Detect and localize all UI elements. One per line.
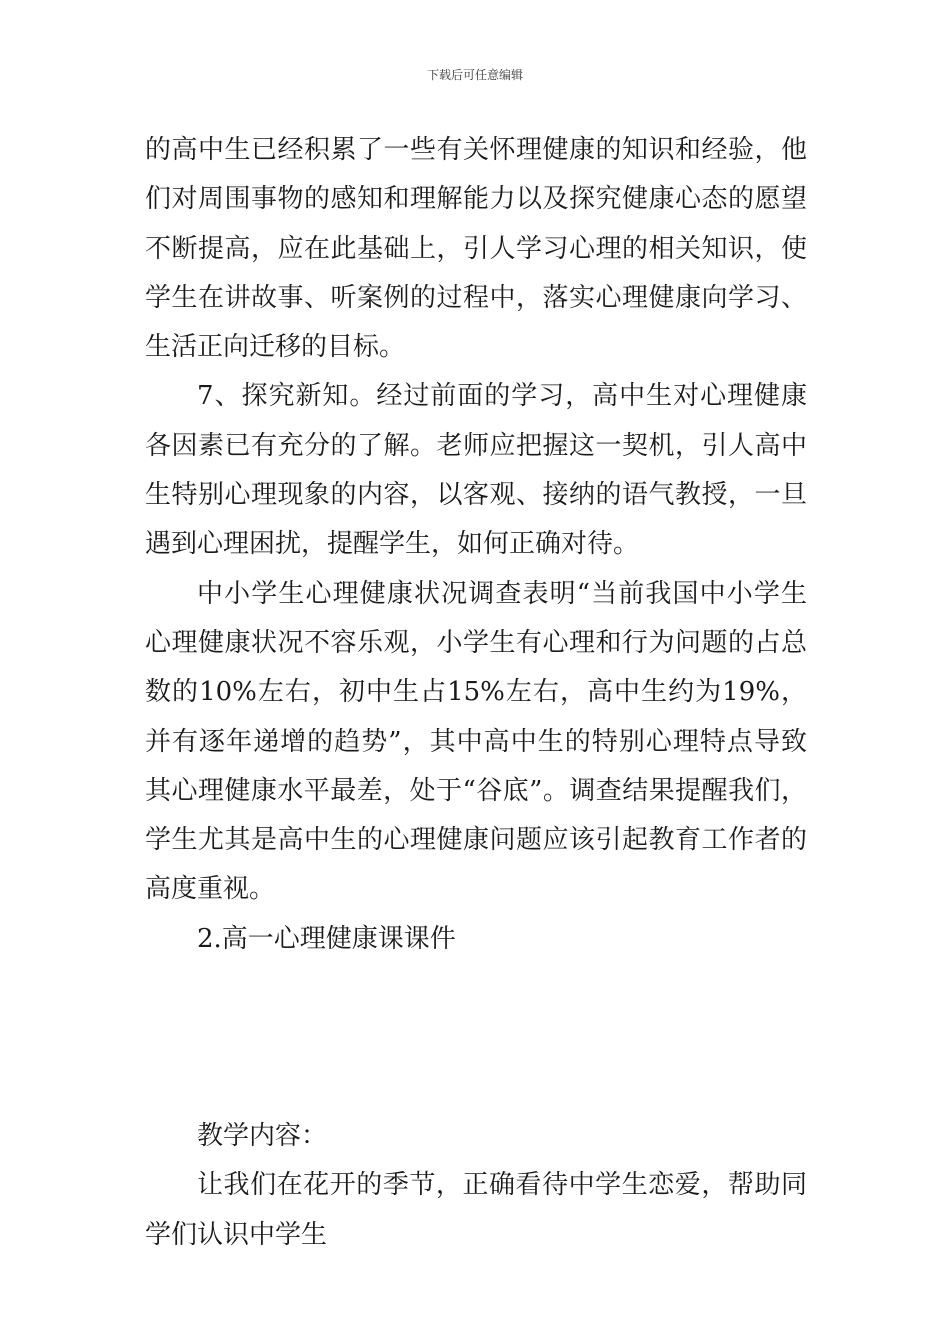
- paragraph-continuation: 的高中生已经积累了一些有关怀理健康的知识和经验，他们对周围事物的感知和理解能力以及探究健康心态的愿望不断提高，应在此基础上，引人学习心理的相关知识，使学生在讲故事、听案例的过程中，落实心理健康向学习、生活正向迁移的目标。: [145, 135, 807, 363]
- page-header-note: 下载后可任意编辑: [426, 68, 523, 82]
- paragraph-survey: 中小学生心理健康状况调查表明“当前我国中小学生心理健康状况不容乐观，小学生有心理和行为问题的占总数的10%左右，初中生占15%左右，高中生约为19%，并有逐年递增的趋势”，其中高中生的特别心理特点导致其心理健康水平最差，处于“谷底”。调查结果提醒我们，学生尤其是高中生的心理健康问题应该引起教育工作者的高度重视。: [145, 578, 807, 905]
- blank-space: [145, 964, 807, 1112]
- section-heading: 2.高一心理健康课课件: [197, 923, 456, 954]
- document-body: [145, 126, 807, 1260]
- paragraph-teaching-content: 让我们在花开的季节，正确看待中学生恋爱，帮助同学们认识中学生: [145, 1170, 807, 1250]
- teaching-content-label: 教学内容：: [197, 1121, 328, 1152]
- paragraph-step-7: 7、探究新知。经过前面的学习，高中生对心理健康各因素已有充分的了解。老师应把握这一契机，引人高中生特别心理现象的内容，以客观、接纳的语气教授，一旦遇到心理困扰，提醒学生，如何正确对待。: [145, 381, 807, 560]
